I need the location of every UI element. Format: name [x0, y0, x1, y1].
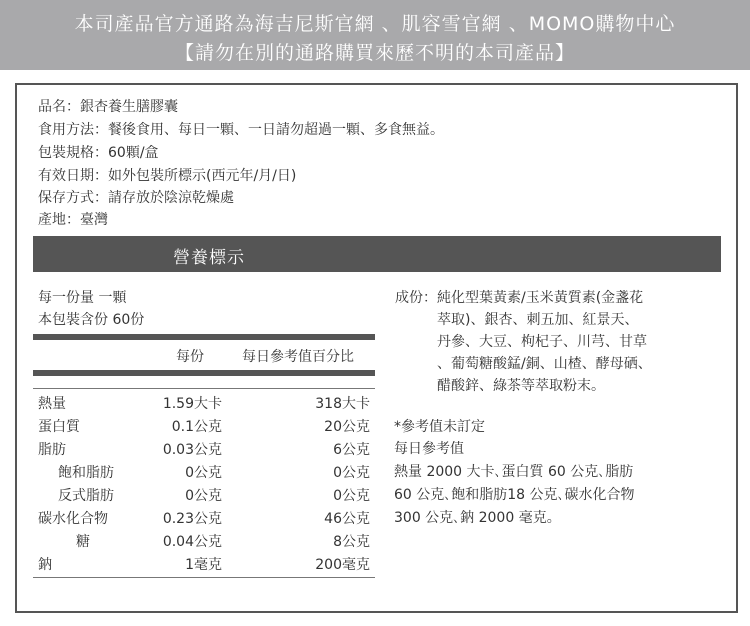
nutrient-per-serving: 0.1公克 [171, 419, 222, 435]
nutrient-label: 鈉 [38, 557, 52, 573]
reference-title: 每日參考值 [394, 441, 464, 457]
storage-info: 保存方式：請存放於陰涼乾燥處 [38, 190, 234, 206]
nutrition-row [33, 485, 375, 509]
nutrient-daily-value: 6公克 [333, 442, 370, 458]
table-divider-thin [33, 388, 375, 389]
nutrition-row [33, 462, 375, 486]
nutrient-daily-value: 200毫克 [315, 557, 370, 573]
nutrition-row [33, 416, 375, 440]
nutrient-daily-value: 0公克 [333, 465, 370, 481]
nutrient-daily-value: 318大卡 [315, 396, 370, 412]
product-name: 品名：銀杏養生膳膠囊 [38, 99, 178, 115]
table-divider-bottom [33, 577, 375, 578]
nutrient-label: 飽和脂肪 [58, 465, 114, 481]
reference-note: *參考值未訂定 [394, 419, 485, 435]
column-header-daily-value: 每日參考值百分比 [242, 349, 354, 365]
usage-instructions: 食用方法：餐後食用、每日一顆、一日請勿超過一顆、多食無益。 [38, 122, 444, 138]
nutrient-label: 反式脂肪 [58, 488, 114, 504]
nutrient-per-serving: 0公克 [185, 465, 222, 481]
nutrition-row [33, 439, 375, 463]
reference-line: 60 公克､飽和脂肪18 公克､碳水化合物 [394, 487, 635, 503]
reference-line: 300 公克､鈉 2000 毫克｡ [394, 510, 554, 526]
nutrient-label: 蛋白質 [38, 419, 80, 435]
nutrient-label: 脂肪 [38, 442, 66, 458]
expiry-info: 有效日期：如外包裝所標示(西元年/月/日) [38, 168, 297, 184]
banner-warning-text: 【請勿在別的通路購買來歷不明的本司產品】 [174, 42, 575, 64]
nutrition-row [33, 393, 375, 417]
nutrition-header-bar [33, 236, 721, 272]
nutrient-per-serving: 0公克 [185, 488, 222, 504]
nutrient-label: 熱量 [38, 396, 66, 412]
ingredients-line: 丹參、大豆、枸杞子、川芎、甘草 [437, 334, 647, 350]
nutrient-label: 碳水化合物 [38, 511, 108, 527]
table-divider-header [33, 370, 375, 376]
nutrient-daily-value: 46公克 [324, 511, 370, 527]
nutrient-daily-value: 0公克 [333, 488, 370, 504]
nutrition-row [33, 508, 375, 532]
ingredients-line: 醋酸鋅、綠茶等萃取粉末。 [437, 378, 605, 394]
column-header-per-serving: 每份 [176, 349, 204, 365]
origin-info: 產地：臺灣 [38, 212, 108, 228]
official-channel-banner [0, 0, 750, 70]
ingredients-line: 成份：純化型葉黃素/玉米黃質素(金盞花 [395, 290, 644, 306]
ingredients-line: 萃取)、銀杏、刺五加、紅景天、 [437, 312, 639, 328]
nutrient-per-serving: 1.59大卡 [162, 396, 222, 412]
nutrition-row [33, 531, 375, 555]
nutrient-per-serving: 0.04公克 [162, 534, 222, 550]
nutrition-row [33, 554, 375, 578]
nutrient-label: 糖 [76, 534, 90, 550]
nutrient-per-serving: 1毫克 [185, 557, 222, 573]
banner-channels-text: 本司產品官方通路為海吉尼斯官網 、肌容雪官網 、MOMO購物中心 [74, 13, 676, 35]
nutrient-per-serving: 0.23公克 [162, 511, 222, 527]
package-spec: 包裝規格：60顆/盒 [38, 145, 159, 161]
nutrient-per-serving: 0.03公克 [162, 442, 222, 458]
nutrition-title: 營養標示 [173, 248, 245, 268]
table-divider-top [33, 334, 375, 340]
nutrient-daily-value: 8公克 [333, 534, 370, 550]
nutrient-daily-value: 20公克 [324, 419, 370, 435]
reference-line: 熱量 2000 大卡､蛋白質 60 公克､脂肪 [394, 464, 634, 480]
ingredients-line: 、葡萄糖酸錳/銅、山楂、酵母硒、 [437, 356, 652, 372]
servings-per-pack: 本包裝含份 60份 [38, 312, 145, 328]
serving-size: 每一份量 一顆 [38, 290, 127, 306]
